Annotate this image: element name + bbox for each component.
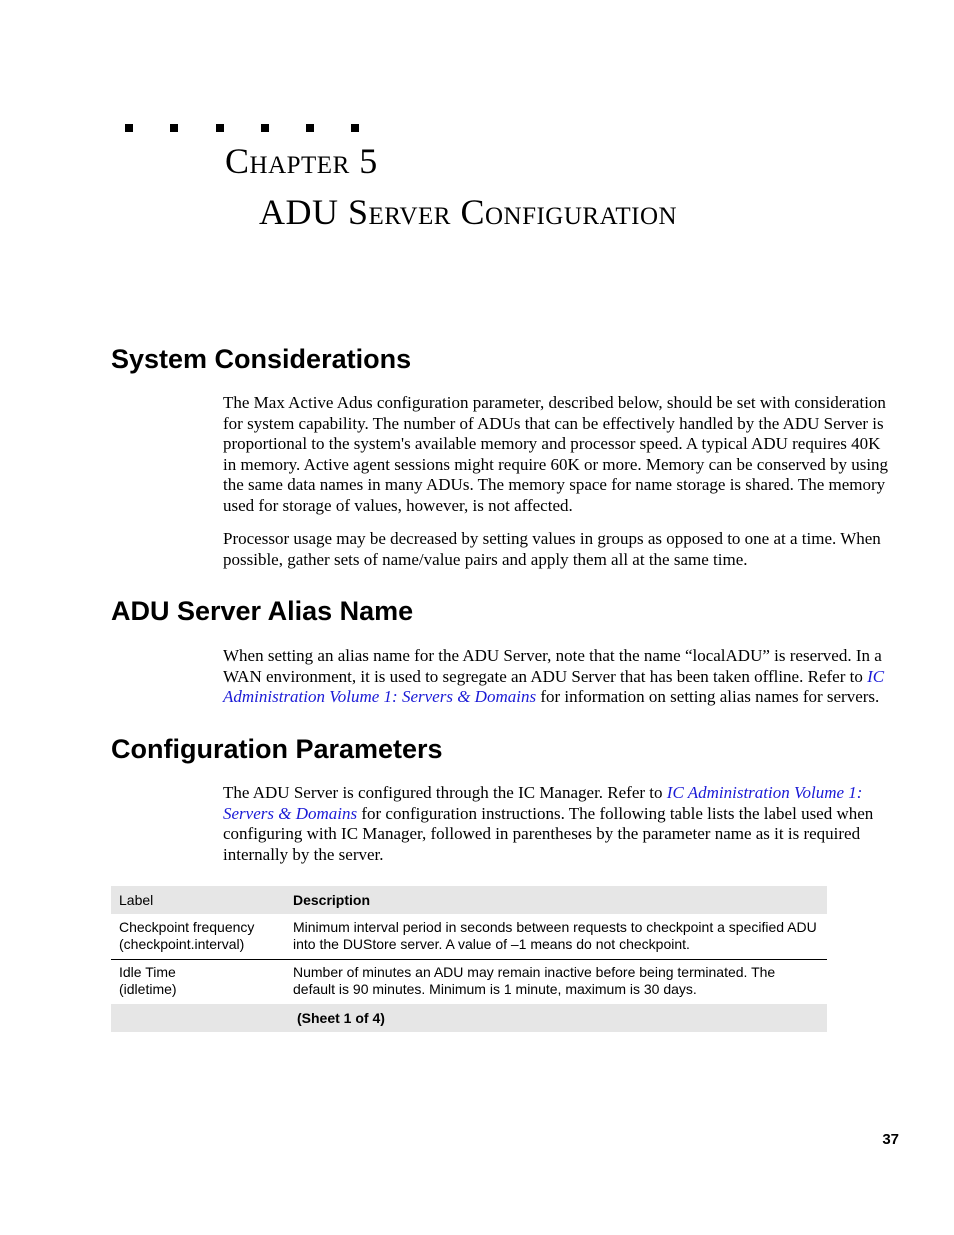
- heading-alias-name: ADU Server Alias Name: [111, 596, 414, 626]
- bullet-dot: [125, 124, 133, 132]
- bullet-dot: [351, 124, 359, 132]
- row-label: Checkpoint frequency: [119, 919, 255, 935]
- footer-cell: [293, 1004, 827, 1032]
- alias-text-before: When setting an alias name for the ADU Server, note that the name “localADU” is reserved. In a WAN environment, it is used to segregate an ADU Server that has been taken offline. Refer to: [223, 646, 882, 686]
- bullet-dot: [261, 124, 269, 132]
- row-param-name: (idletime): [119, 981, 177, 997]
- row-label-cell: [111, 960, 293, 1005]
- config-text-after: for configuration instructions. The following table lists the label used when configuring with IC Manager, followed in parentheses by the parameter name as it is required internally by the server.: [223, 803, 874, 864]
- alias-paragraph: [223, 646, 895, 708]
- table-row: [111, 960, 827, 1005]
- table-row: [111, 914, 827, 960]
- config-paragraph: [223, 783, 895, 865]
- bullet-dot: [170, 124, 178, 132]
- alias-text-after: for information on setting alias names for servers.: [536, 687, 880, 706]
- alias-doc-link[interactable]: IC Administration Volume 1: Servers & Domains: [223, 666, 885, 706]
- config-doc-link[interactable]: IC Administration Volume 1: Servers & Domains: [223, 783, 863, 823]
- row-description: Number of minutes an ADU may remain inactive before being terminated. The default is 90 minutes. Minimum is 1 minute, maximum is 30 days.: [293, 960, 827, 1005]
- row-description: Minimum interval period in seconds between requests to checkpoint a specified ADU into the DUStore server. A value of –1 means do not checkpoint.: [293, 919, 817, 952]
- chapter-number: Chapter 5: [225, 141, 378, 181]
- system-paragraph-2: Processor usage may be decreased by setting values in groups as opposed to one at a time. When possible, gather sets of name/value pairs and apply them all at the same time.: [223, 529, 881, 569]
- table-header-row: [111, 886, 827, 914]
- system-paragraph-1: The Max Active Adus configuration parameter, described below, should be set with consideration for system capability. The number of ADUs that can be effectively handled by the ADU Server is proportional to the system's available memory and processor speed. A typical ADU requires 40K in memory. Active agent sessions might require 60K or more. Memory can be conserved by using the same data names in many ADUs. The memory space for name storage is shared. The memory used for storage of values, however, is not affected.: [223, 393, 889, 515]
- row-label-cell: [111, 914, 293, 960]
- header-label: Label: [111, 886, 293, 914]
- page-number: 37: [882, 1131, 899, 1148]
- row-label: Idle Time: [119, 964, 176, 980]
- bullet-dot: [216, 124, 224, 132]
- header-description: Description: [293, 886, 827, 914]
- heading-system-considerations: System Considerations: [111, 344, 412, 374]
- chapter-title: ADU Server Configuration: [259, 192, 678, 232]
- config-parameters-table: [111, 886, 827, 1032]
- chapter-dot-leader: [125, 124, 365, 134]
- bullet-dot: [306, 124, 314, 132]
- config-text-before: The ADU Server is configured through the IC Manager. Refer to: [223, 783, 667, 802]
- row-param-name: (checkpoint.interval): [119, 936, 245, 952]
- footer-empty-cell: [111, 1004, 293, 1032]
- table-footer-row: [111, 1004, 827, 1032]
- heading-configuration-parameters: Configuration Parameters: [111, 734, 443, 764]
- sheet-indicator: (Sheet 1 of 4): [297, 1009, 385, 1026]
